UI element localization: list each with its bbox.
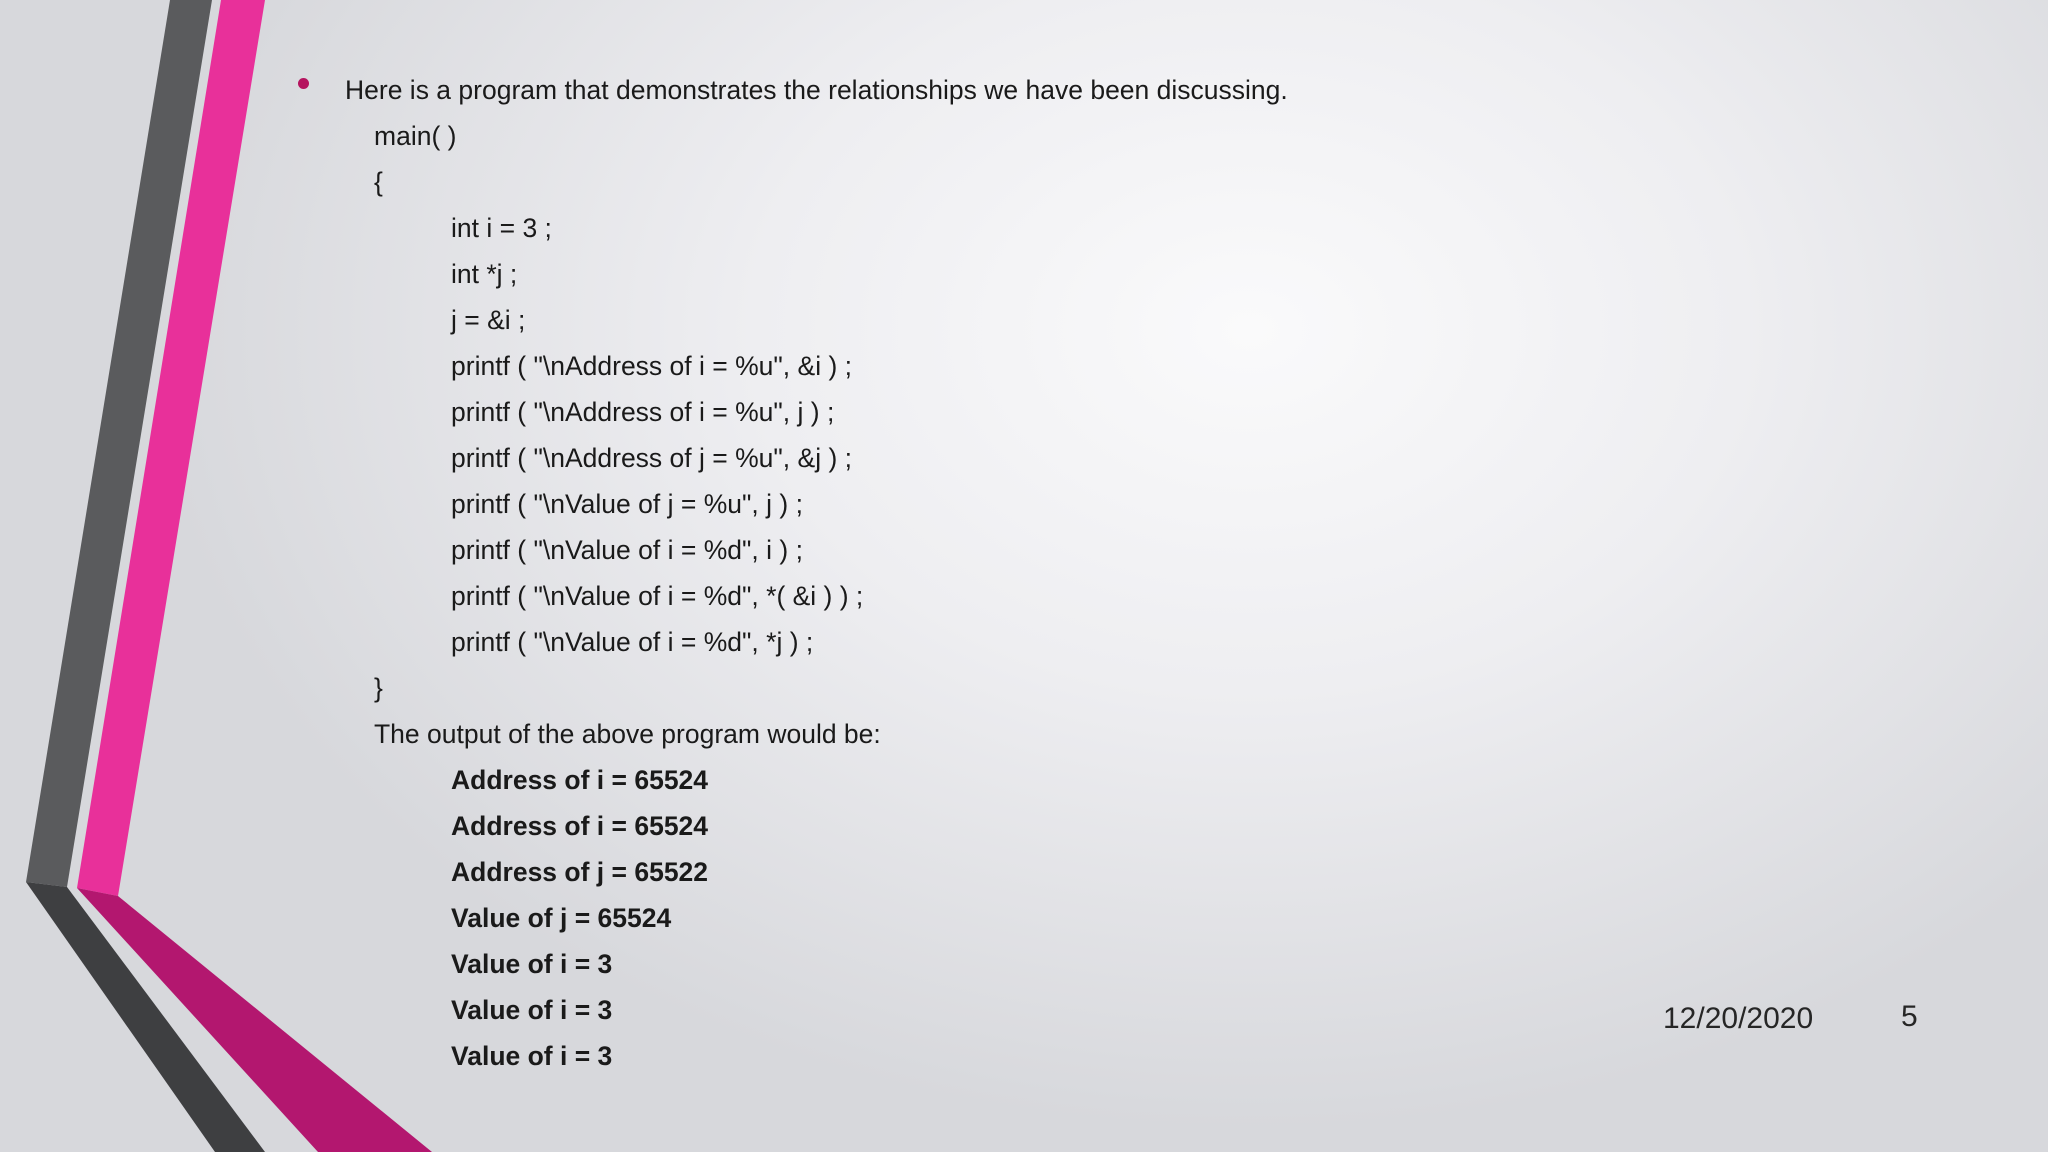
output-line: Address of i = 65524: [451, 765, 709, 795]
code-line: main( ): [374, 121, 457, 151]
output-label: The output of the above program would be:: [374, 719, 881, 749]
code-line: }: [374, 673, 383, 703]
footer-date: 12/20/2020: [1663, 1002, 1814, 1035]
code-line: int i = 3 ;: [451, 213, 552, 243]
code-line: int *j ;: [451, 259, 518, 289]
code-line: printf ( "\nAddress of i = %u", &i ) ;: [451, 351, 853, 381]
output-line: Value of i = 3: [451, 1041, 613, 1071]
output-line: Value of i = 3: [451, 949, 613, 979]
code-line: printf ( "\nValue of i = %d", *( &i ) ) ;: [451, 581, 864, 611]
bullet-dot: [298, 78, 309, 89]
output-line: Address of i = 65524: [451, 811, 709, 841]
code-line: {: [374, 167, 383, 197]
code-line: printf ( "\nValue of j = %u", j ) ;: [451, 489, 803, 519]
slide-number: 5: [1901, 1000, 1918, 1033]
code-line: printf ( "\nValue of i = %d", i ) ;: [451, 535, 803, 565]
output-line: Address of j = 65522: [451, 857, 709, 887]
code-line: printf ( "\nValue of i = %d", *j ) ;: [451, 627, 814, 657]
output-line: Value of i = 3: [451, 995, 613, 1025]
code-line: printf ( "\nAddress of i = %u", j ) ;: [451, 397, 835, 427]
intro-text: Here is a program that demonstrates the relationships we have been discussing.: [345, 75, 1288, 105]
code-line: j = &i ;: [451, 305, 526, 335]
code-line: printf ( "\nAddress of j = %u", &j ) ;: [451, 443, 853, 473]
output-line: Value of j = 65524: [451, 903, 672, 933]
